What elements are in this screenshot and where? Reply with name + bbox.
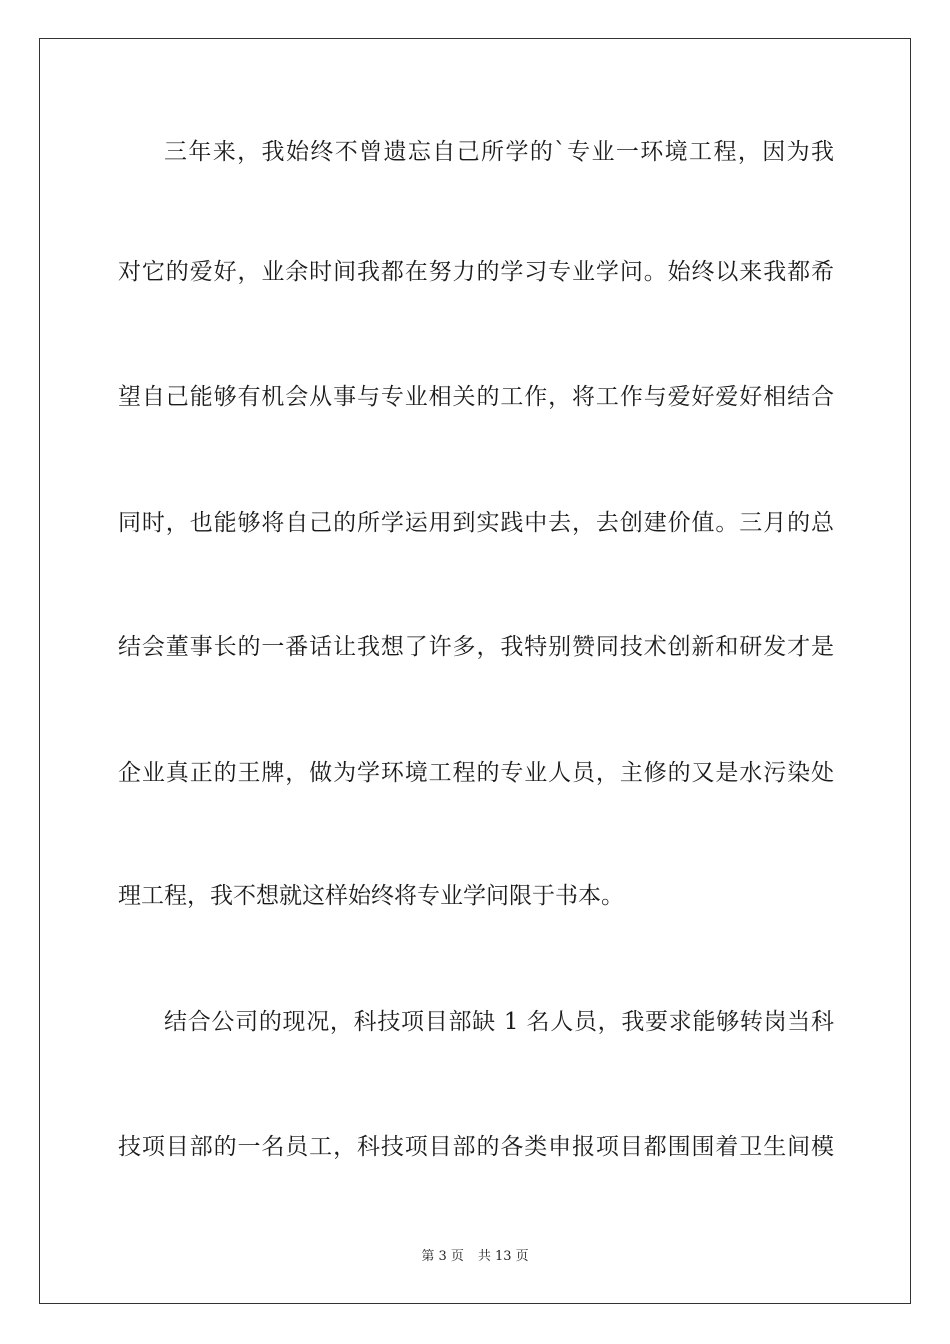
paragraph-1-line-4: 同时，也能够将自己的所学运用到实践中去，去创建价值。三月的总 <box>118 510 834 536</box>
page-border <box>39 38 911 1304</box>
paragraph-2-line-1: 结合公司的现况，科技项目部缺 1 名人员，我要求能够转岗当科 <box>164 1009 834 1035</box>
paragraph-2-line-2: 技项目部的一名员工，科技项目部的各类申报项目都围围着卫生间模 <box>118 1134 834 1160</box>
paragraph-1-line-2: 对它的爱好，业余时间我都在努力的学习专业学问。始终以来我都希 <box>118 259 834 285</box>
page-number: 第 3 页 <box>421 1249 464 1264</box>
page-total: 共 13 页 <box>477 1249 529 1264</box>
paragraph-1-line-3: 望自己能够有机会从事与专业相关的工作，将工作与爱好爱好相结合 <box>118 384 834 410</box>
paragraph-1-line-5: 结会董事长的一番话让我想了许多，我特别赞同技术创新和研发才是 <box>118 634 834 660</box>
paragraph-1-line-6: 企业真正的王牌，做为学环境工程的专业人员，主修的又是水污染处 <box>118 760 834 786</box>
page-footer <box>0 1248 950 1266</box>
paragraph-1-line-1: 三年来，我始终不曾遗忘自己所学的`专业一环境工程，因为我 <box>164 139 834 165</box>
paragraph-1-line-7: 理工程，我不想就这样始终将专业学问限于书本。 <box>118 883 624 909</box>
